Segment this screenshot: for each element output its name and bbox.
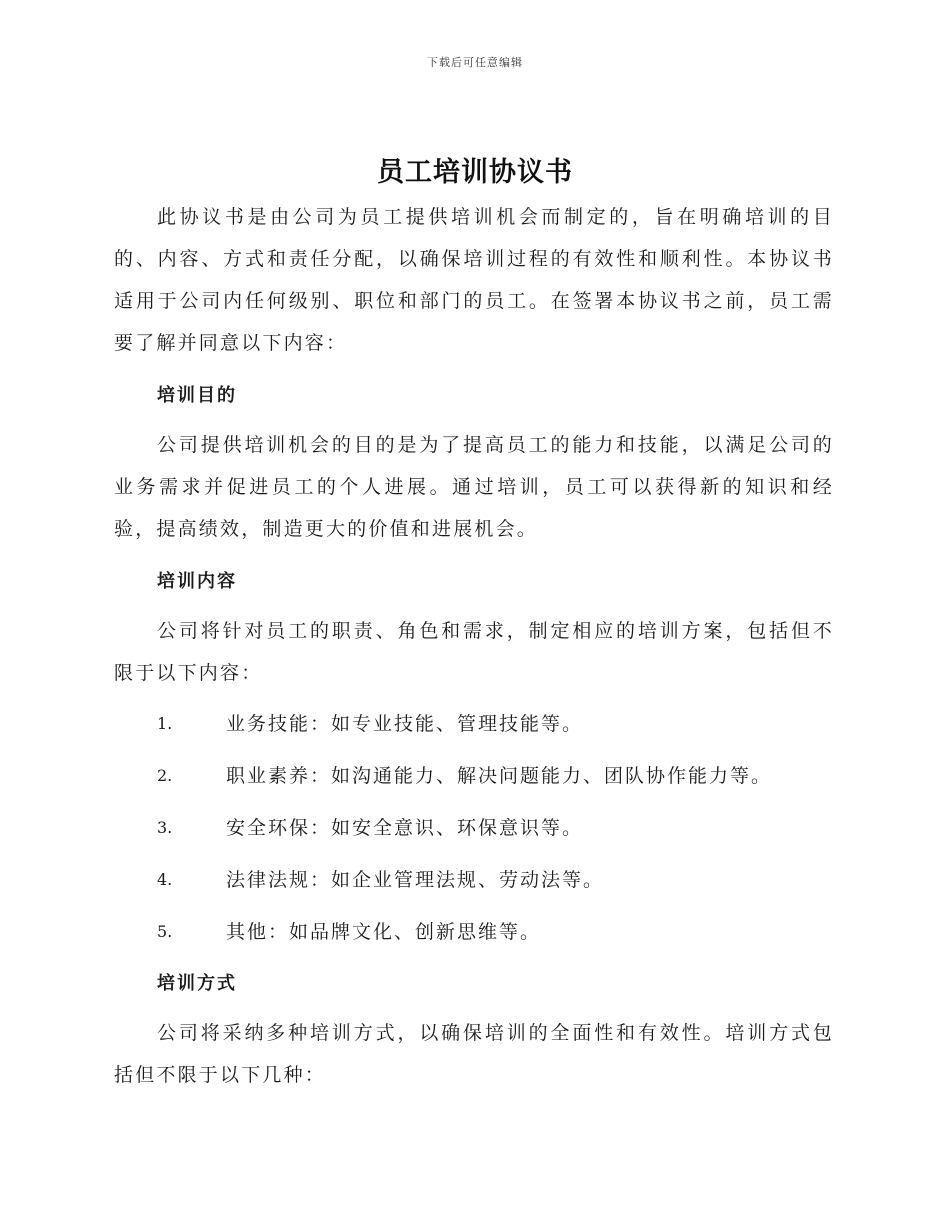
list-item-text: 职业素养：如沟通能力、解决问题能力、团队协作能力等。 bbox=[226, 765, 773, 787]
list-item-text: 其他：如品牌文化、创新思维等。 bbox=[226, 921, 542, 943]
list-item-number: 2. bbox=[157, 766, 173, 785]
list-item bbox=[114, 814, 834, 866]
list-item-number: 4. bbox=[157, 870, 173, 889]
purpose-paragraph: 公司提供培训机会的目的是为了提高员工的能力和技能，以满足公司的业务需求并促进员工的个人进展。通过培训，员工可以获得新的知识和经验，提高绩效，制造更大的价值和进展机会。 bbox=[114, 434, 834, 540]
list-item bbox=[114, 762, 834, 814]
list-item-number: 1. bbox=[157, 714, 173, 733]
document-title: 员工培训协议书 bbox=[377, 157, 573, 188]
content-paragraph: 公司将针对员工的职责、角色和需求，制定相应的培训方案，包括但不限于以下内容： bbox=[114, 620, 834, 684]
document-body bbox=[114, 196, 834, 1096]
list-item bbox=[114, 866, 834, 918]
header-note: 下载后可任意编辑 bbox=[427, 56, 523, 69]
list-item-number: 3. bbox=[157, 818, 173, 837]
intro-paragraph: 此协议书是由公司为员工提供培训机会而制定的，旨在明确培训的目的、内容、方式和责任分配，以确保培训过程的有效性和顺利性。本协议书适用于公司内任何级别、职位和部门的员工。在签署本协议书之前，员工需要了解并同意以下内容： bbox=[114, 206, 834, 354]
purpose-heading: 培训目的 bbox=[157, 385, 237, 406]
list-item bbox=[114, 918, 834, 970]
list-item-text: 法律法规：如企业管理法规、劳动法等。 bbox=[226, 869, 605, 891]
method-paragraph: 公司将采纳多种培训方式，以确保培训的全面性和有效性。培训方式包括但不限于以下几种： bbox=[114, 1022, 834, 1086]
list-item-text: 安全环保：如安全意识、环保意识等。 bbox=[226, 817, 584, 839]
list-item-text: 业务技能：如专业技能、管理技能等。 bbox=[226, 713, 584, 735]
content-heading: 培训内容 bbox=[157, 571, 237, 592]
list-item bbox=[114, 710, 834, 762]
method-heading: 培训方式 bbox=[157, 973, 237, 994]
list-item-number: 5. bbox=[157, 922, 173, 941]
content-list bbox=[114, 710, 834, 970]
